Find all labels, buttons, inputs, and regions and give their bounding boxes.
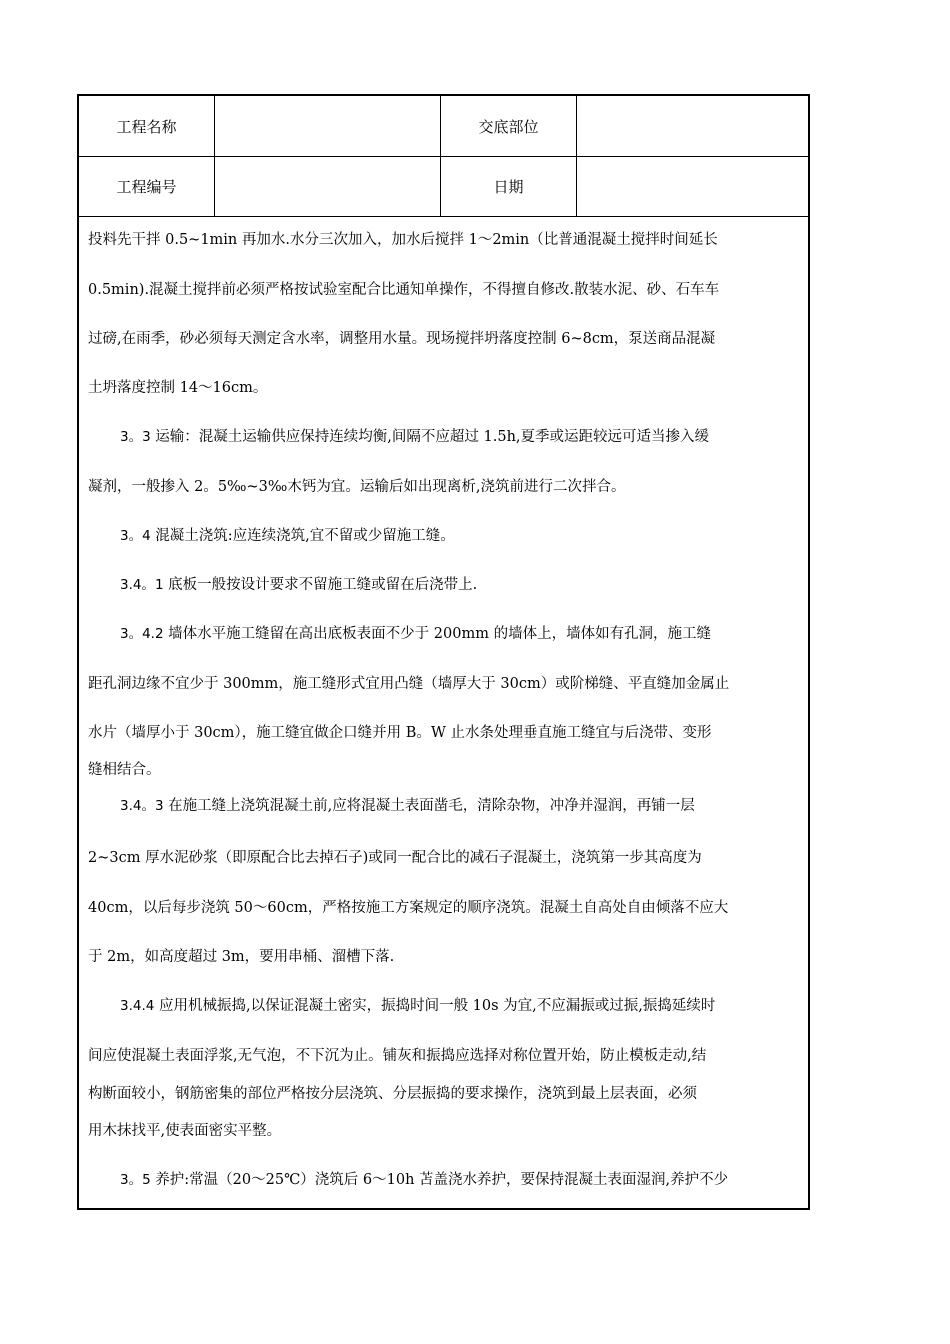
line-text: 距孔洞边缘不宜少于 300mm，施工缝形式宜用凸缝（墙厚大于 30cm）或阶梯缝、平直缝加金属止	[88, 676, 730, 692]
body-line	[88, 721, 799, 745]
body-line	[88, 994, 799, 1018]
line-text: 养护:常温（20～25℃）浇筑后 6～10h 苫盖浇水养护，要保持混凝土表面湿润,养护不少	[150, 1172, 729, 1188]
part-label: 交底部位	[441, 96, 577, 156]
line-text: 缝相结合。	[88, 762, 161, 778]
line-text: 2~3cm 厚水泥砂浆（即原配合比去掉石子)或同一配合比的减石子混凝土，浇筑第一步其高度为	[88, 850, 702, 866]
line-text: 混凝土浇筑:应连续浇筑,宜不留或少留施工缝。	[150, 528, 455, 544]
header-row-2	[79, 156, 808, 217]
body-line	[88, 228, 799, 252]
body-line	[88, 794, 799, 818]
body-line	[88, 945, 799, 969]
line-text: 水片（墙厚小于 30cm），施工缝宜做企口缝并用 B。W 止水条处理垂直施工缝宜与后浇带、变形	[88, 725, 712, 741]
body-line	[88, 1044, 799, 1068]
header-row-1	[79, 96, 808, 157]
line-text: 底板一般按设计要求不留施工缝或留在后浇带上.	[163, 577, 478, 593]
body-line	[88, 758, 799, 782]
body-line	[88, 1168, 799, 1192]
body-line	[88, 475, 799, 499]
body-line	[88, 376, 799, 400]
body-line	[88, 327, 799, 351]
line-text: 在施工缝上浇筑混凝土前,应将混凝土表面凿毛，清除杂物，冲净并湿润，再铺一层	[163, 798, 695, 814]
date-value	[577, 156, 808, 216]
section-number: 3。4	[120, 528, 151, 544]
body-line	[88, 573, 799, 597]
project-name-value	[215, 96, 441, 156]
body-line	[88, 622, 799, 646]
line-text: 用木抹找平,使表面密实平整。	[88, 1123, 282, 1139]
line-text: 40cm，以后每步浇筑 50～60cm，严格按施工方案规定的顺序浇筑。混凝土自高处自由倾落不应大	[88, 900, 729, 916]
line-text: 凝剂，一般掺入 2。5‰~3‰木钙为宜。运输后如出现离析,浇筑前进行二次拌合。	[88, 479, 626, 495]
section-number: 3.4。3	[120, 798, 164, 814]
disclosure-sheet	[77, 94, 810, 1210]
body-line	[88, 1082, 799, 1106]
body-line	[88, 524, 799, 548]
body-line	[88, 1119, 799, 1143]
body-line	[88, 425, 799, 449]
line-text: 投料先干拌 0.5~1min 再加水.水分三次加入，加水后搅拌 1～2min（比普通混凝土搅拌时间延长	[88, 232, 718, 248]
line-text: 构断面较小，钢筋密集的部位严格按分层浇筑、分层振捣的要求操作，浇筑到最上层表面，必须	[88, 1086, 697, 1102]
line-text: 0.5min).混凝土搅拌前必须严格按试验室配合比通知单操作，不得擅自修改.散装水泥、砂、石车车	[88, 282, 720, 298]
line-text: 墙体水平施工缝留在高出底板表面不少于 200mm 的墙体上，墙体如有孔洞，施工缝	[163, 626, 712, 642]
line-text: 于 2m，如高度超过 3m，要用串桶、溜槽下落.	[88, 949, 395, 965]
line-text: 间应使混凝土表面浮浆,无气泡，不下沉为止。铺灰和振捣应选择对称位置开始，防止模板走动,结	[88, 1048, 707, 1064]
section-number: 3。5	[120, 1172, 151, 1188]
line-text: 运输：混凝土运输供应保持连续均衡,间隔不应超过 1.5h,夏季或运距较远可适当掺入缓	[150, 429, 710, 445]
section-number: 3。3	[120, 429, 151, 445]
date-label: 日期	[441, 156, 577, 216]
line-text: 过磅,在雨季，砂必须每天测定含水率，调整用水量。现场搅拌坍落度控制 6~8cm，泵送商品混凝	[88, 331, 716, 347]
section-number: 3.4。1	[120, 577, 164, 593]
line-text: 应用机械振捣,以保证混凝土密实，振捣时间一般 10s 为宜,不应漏振或过振,振捣延续时	[154, 998, 716, 1014]
body-line	[88, 896, 799, 920]
body-line	[88, 278, 799, 302]
part-value	[577, 96, 808, 156]
line-text: 土坍落度控制 14～16cm。	[88, 380, 268, 396]
project-name-label: 工程名称	[79, 96, 215, 156]
project-no-label: 工程编号	[79, 156, 215, 216]
body-line	[88, 846, 799, 870]
body-line	[88, 672, 799, 696]
section-number: 3.4.4	[120, 998, 155, 1014]
section-number: 3。4.2	[120, 626, 164, 642]
project-no-value	[215, 156, 441, 216]
